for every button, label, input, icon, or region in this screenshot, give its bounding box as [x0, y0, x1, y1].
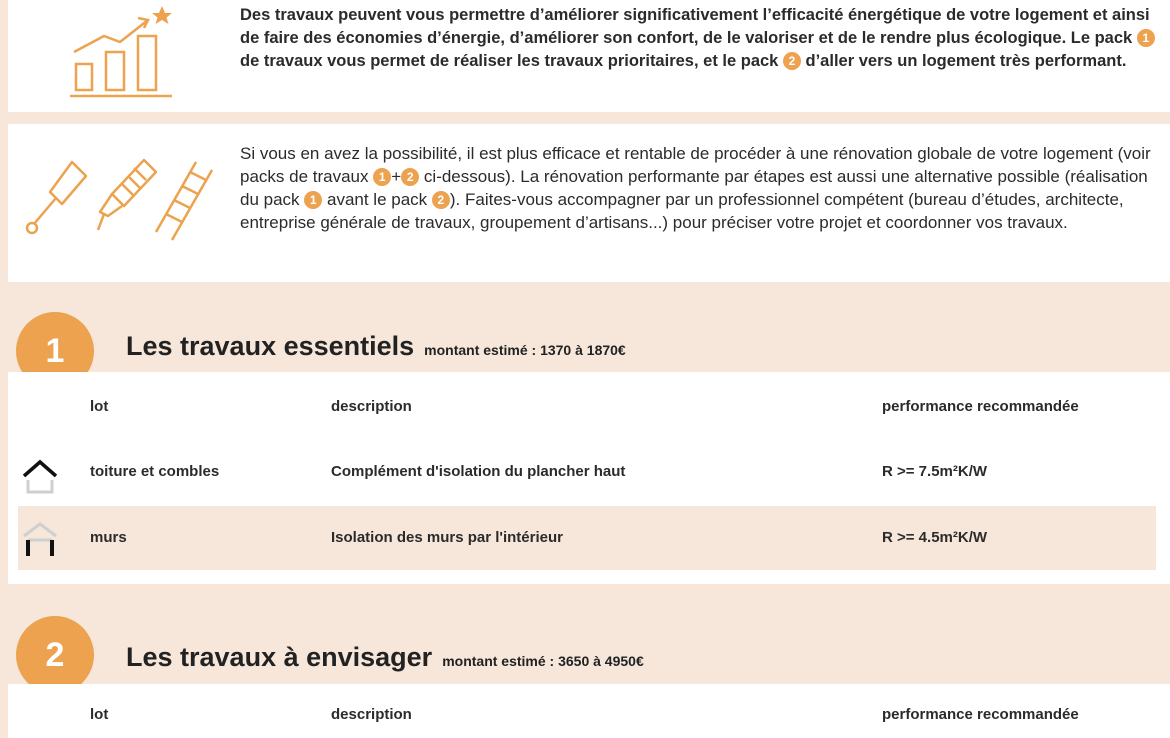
pack-2-number: 2 — [16, 616, 94, 694]
pack-1-table — [8, 372, 1170, 584]
pack-1-title: Les travaux essentiels montant estimé : 1370 à 1870€ — [126, 331, 626, 361]
pack-2-amount: montant estimé : 3650 à 4950€ — [442, 653, 644, 669]
tools-icon — [24, 152, 224, 252]
table-header — [18, 378, 1156, 436]
pack-1-badge: 1 — [373, 168, 391, 186]
table-header — [18, 686, 1156, 738]
intro-card-savings — [8, 0, 1170, 112]
header-performance: performance recommandée — [882, 706, 1079, 723]
walls-icon — [20, 520, 60, 560]
header-description: description — [331, 706, 412, 723]
roof-icon — [20, 454, 60, 494]
table-row: toiture et combles Complément d'isolation du plancher haut R >= 7.5m²K/W — [18, 440, 1156, 504]
pack-2-badge: 2 — [401, 168, 419, 186]
pack-2-title: Les travaux à envisager montant estimé : 3650 à 4950€ — [126, 642, 644, 672]
pack-1-amount: montant estimé : 1370 à 1870€ — [424, 342, 626, 358]
pack-1-number: 1 — [16, 312, 94, 390]
intro-paragraph-savings: Des travaux peuvent vous permettre d’améliorer significativement l’efficacité énergétique de votre logement et ainsi de faire des économies d’énergie, d’améliorer son confort, de le valoriser et de le rendre plus écologique. Le pack 1 de travaux vous permet de réaliser les travaux prioritaires, et le pack 2 d’aller vers un logement très performant. — [240, 4, 1156, 73]
intro-paragraph-renovation: Si vous en avez la possibilité, il est plus efficace et rentable de procéder à une rénovation globale de votre logement (voir packs de travaux 1 + 2 ci-dessous). La rénovation performante par étapes est aussi une alternative possible (réalisation du pack 1 avant le pack 2 ). Faites-vous accompagner par un professionnel compétent (bureau d’études, architecte, entreprise générale de travaux, groupement d’artisans...) pour préciser votre projet et coordonner vos travaux. — [240, 144, 1151, 232]
pack-2-badge: 2 — [432, 191, 450, 209]
table-row: murs Isolation des murs par l'intérieur R >= 4.5m²K/W — [18, 506, 1156, 570]
header-performance: performance recommandée — [882, 398, 1079, 415]
pack-1-badge: 1 — [1137, 29, 1155, 47]
pack-2-badge: 2 — [783, 52, 801, 70]
intro-card-renovation — [8, 124, 1170, 282]
pack-2-table — [8, 684, 1170, 738]
growth-chart-icon — [68, 2, 178, 102]
header-lot: lot — [90, 398, 109, 415]
pack-1-badge: 1 — [304, 191, 322, 209]
header-lot: lot — [90, 706, 109, 723]
header-description: description — [331, 398, 412, 415]
